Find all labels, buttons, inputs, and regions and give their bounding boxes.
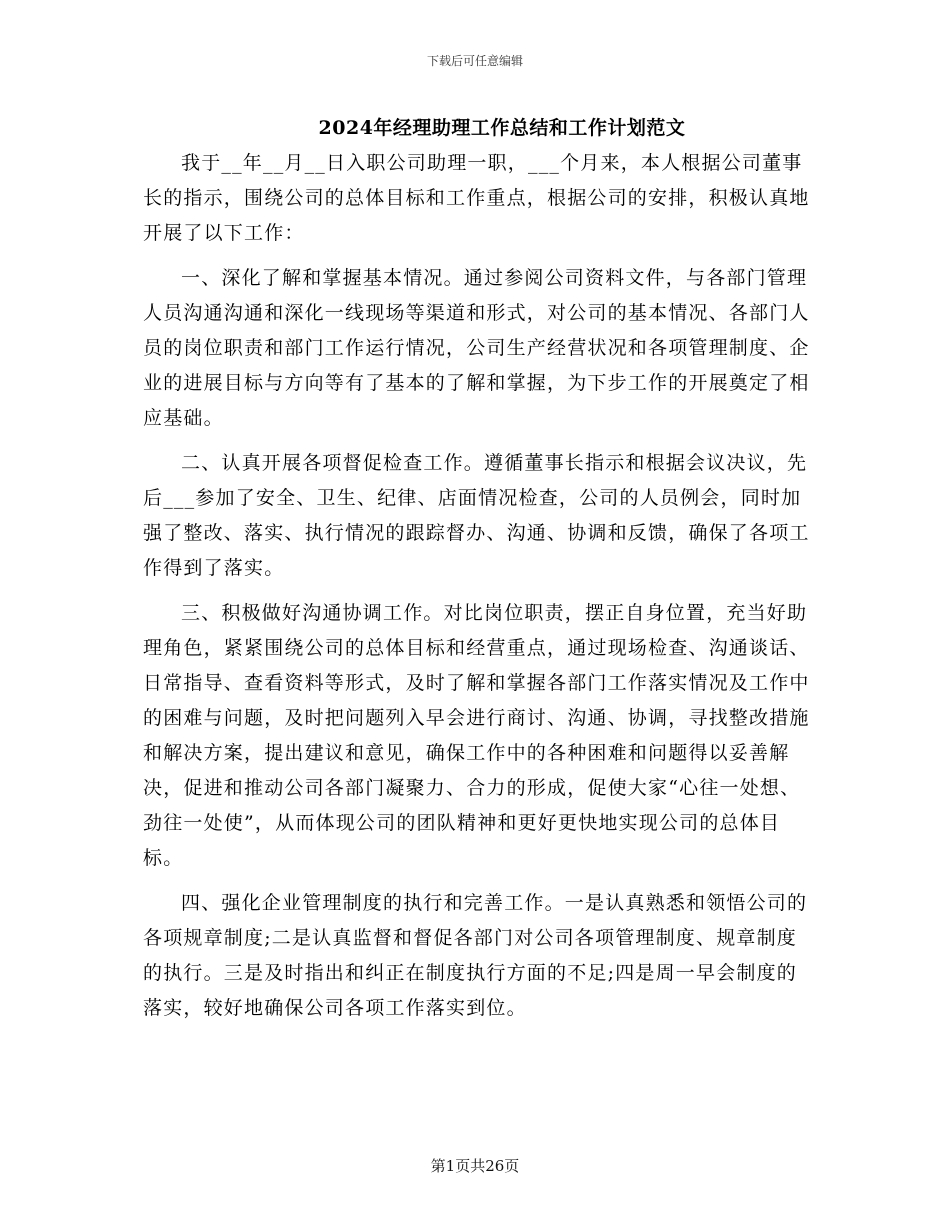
paragraph-section-2: 二、认真开展各项督促检查工作。遵循董事长指示和根据会议决议，先后___参加了安全、卫生、纪律、店面情况检查，公司的人员例会，同时加强了整改、落实、执行情况的跟踪督办、沟通、协调和反馈，确保了各项工作得到了落实。 <box>143 452 810 579</box>
paragraph-section-4: 四、强化企业管理制度的执行和完善工作。一是认真熟悉和领悟公司的各项规章制度;二是认真监督和督促各部门对公司各项管理制度、规章制度的执行。三是及时指出和纠正在制度执行方面的不足;四是周一早会制度的落实，较好地确保公司各项工作落实到位。 <box>143 892 808 1019</box>
page-number: 第1页共26页 <box>430 1157 520 1175</box>
document-body <box>143 146 813 1036</box>
paragraph-section-3: 三、积极做好沟通协调工作。对比岗位职责，摆正自身位置，充当好助理角色，紧紧围绕公司的总体目标和经营重点，通过现场检查、沟通谈话、日常指导、查看资料等形式，及时了解和掌握各部门工作落实情况及工作中的困难与问题，及时把问题列入早会进行商讨、沟通、协调，寻找整改措施和解决方案，提出建议和意见，确保工作中的各种困难和问题得以妥善解决，促进和推动公司各部门凝聚力、合力的形成，促使大家“心往一处想、劲往一处使”，从而体现公司的团队精神和更好更快地实现公司的总体目标。 <box>143 602 810 869</box>
paragraph-intro: 我于__年__月__日入职公司助理一职，___个月来，本人根据公司董事长的指示，围绕公司的总体目标和工作重点，根据公司的安排，积极认真地开展了以下工作： <box>143 152 810 244</box>
document-title: 2024年经理助理工作总结和工作计划范文 <box>318 117 686 139</box>
page-header-note: 下载后可任意编辑 <box>426 54 523 68</box>
paragraph-section-1: 一、深化了解和掌握基本情况。通过参阅公司资料文件，与各部门管理人员沟通沟通和深化一线现场等渠道和形式，对公司的基本情况、各部门人员的岗位职责和部门工作运行情况，公司生产经营状况和各项管理制度、企业的进展目标与方向等有了基本的了解和掌握，为下步工作的开展奠定了相应基础。 <box>143 267 810 429</box>
